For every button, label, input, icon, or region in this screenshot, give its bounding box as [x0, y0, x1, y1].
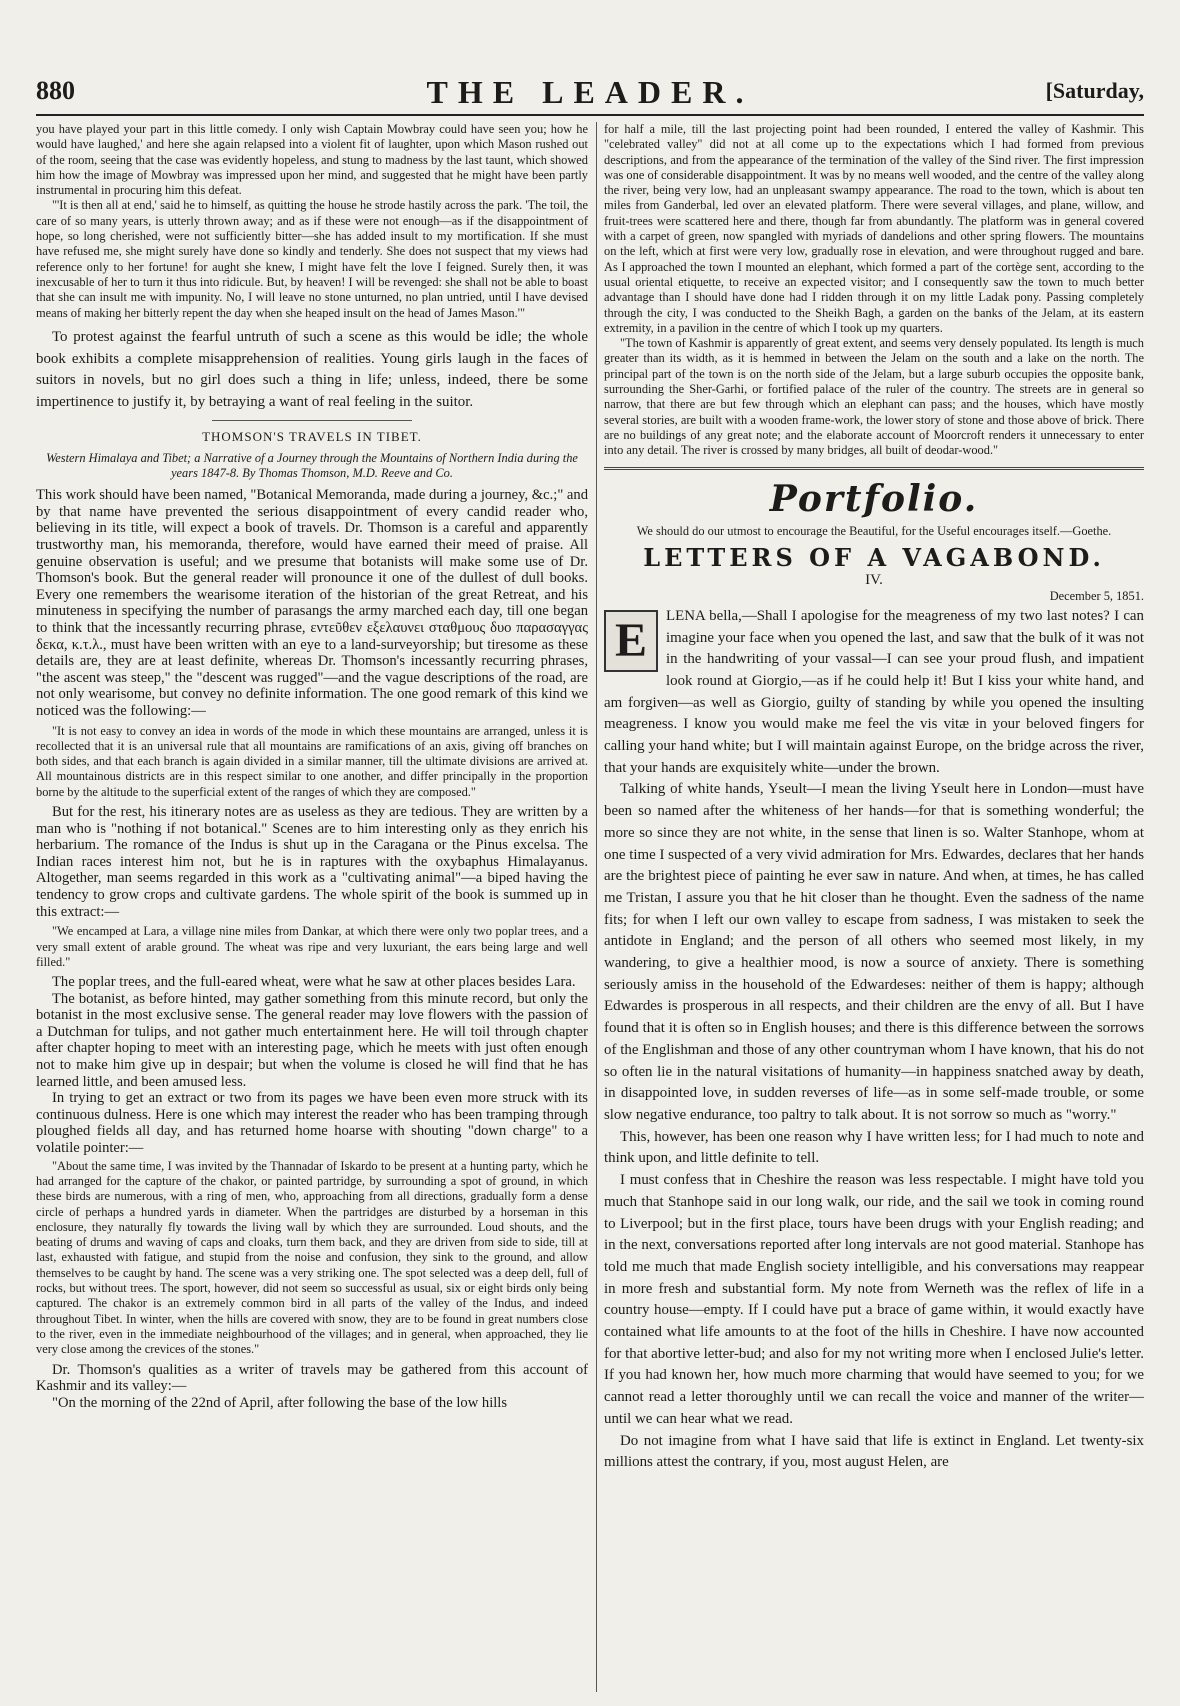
column-divider	[596, 122, 597, 1692]
letter-number: IV.	[865, 571, 883, 588]
hunting-quote: "About the same time, I was invited by the Thannadar of Iskardo to be present at a hunting party, which he had arranged for the capture of the chakor, or painted partridge, by surrounding a spot of ground, in which these birds are numerous, with a ring of men, who, approaching from all directions, gradually form a dense circle of perhaps a hundred yards in diameter. When the partridges are disturbed by a horseman in this enclosure, they naturally fly towards the living wall by which they are surrounded. Loud shouts, and the beating of drums and waving of caps and cloaks, turn them back, and they are driven from side to side, till at last, exhausted with fatigue, and stupid from the noise and confusion, they sink to the ground, and allow themselves to be caught by hand. The scene was a very striking one. The spot selected was a deep dell, full of rocks, but without trees. The sport, however, did not seem so successful as usual, six or eight birds only being captured. The chakor is an extremely common bird in all parts of the valley of the Indus, and indeed throughout Tibet. In winter, when the hills are covered with snow, they are to be found in great numbers close to the river, even in the immediate neighbourhood of the villages; and in general, when approached, they lie very close among the crevices of the stones."	[36, 1158, 588, 1357]
qualities-paragraph: Dr. Thomson's qualities as a writer of travels may be gathered from this account of Kashmir and its valley:—	[36, 1361, 588, 1395]
page-number: 880	[36, 76, 75, 105]
dropcap-initial: E	[604, 610, 658, 672]
mountains-quote: "It is not easy to convey an idea in words of the mode in which these mountains are arranged, unless it is recollected that it is an universal rule that all mountains are ramifications of an axis, giving off branches on both sides, and that each branch is again divided in a similar manner, till the ultimate divisions are arrived at. All mountainous districts are in this respect similar to one another, and differ principally in the proportion borne by the altitude to the superficial extent of the ranges of which they are composed."	[36, 723, 588, 799]
section-rule	[212, 420, 412, 421]
lara-quote: "We encamped at Lara, a village nine miles from Dankar, at which there were only two poplar trees, and a very small extent of arable ground. The wheat was ripe and very luxuriant, the ears being large and well filled."	[36, 924, 588, 969]
review-heading: THOMSON'S TRAVELS IN TIBET.	[202, 428, 422, 444]
trying-paragraph: In trying to get an extract or two from its pages we have been even more struck with its continuous dulness. Here is one which may interest the reader who has been tramping through ploughed fields all day, and has returned home hoarse with shouting "down charge" to a volatile pointer:—	[36, 1090, 588, 1157]
left-column	[36, 122, 588, 1692]
letter-date: December 5, 1851.	[1049, 588, 1144, 603]
kashmir-paragraph: for half a mile, till the last projecting point had been rounded, I entered the valley of Kashmir. This "celebrated valley" did not at all come up to the expectations which I had formed from previous descriptions, and from the appearance of the termination of the valley of the Sind river. The first impression was one of considerable disappointment. It was by no means well wooded, and the centre of the valley along the river, being very low, had an unpleasant swampy appearance. The road to the town, which is about ten miles from Ganderbal, led over an elevated platform. There were several villages, and plane, willow, and fruit-trees were scattered here and there, though far from abundantly. The platform was in general covered with a carpet of green, now spangled with myriads of dandelions and other spring flowers. The mountains on the left, which at first were very low, gradually rose in elevation, and were throughout rugged and bare. As I approached the town I mounted an elephant, which formed a part of the cortège sent, according to the usual oriental etiquette, to receive an expected visitor; and I consequently saw the town to much better advantage than I should have done had I ridden through it on my little Ladak pony. Passing completely through the city, I was conducted to the Sheikh Bagh, a garden on the banks of the Jelam, at its eastern extremity, in a pavilion in the centre of which I took up my quarters.	[604, 122, 1144, 335]
masthead	[36, 76, 1144, 116]
letter-opening: LENA bella,—Shall I apologise for the meagreness of my two last notes? I can imagine your face when you opened the last, and saw that the bulk of it was not in the handwriting of your vassal—I can see your proud flush, and impatient look round at Giorgio,—as if he could help it! But I kiss your white hand, and am forgiven—as well as Giorgio, guilty of standing by while you opened the insulting meagreness. I know you would make me feel the vis vitæ in your beloved fingers for calling your hand white; but I will maintain against Europe, on the bridge across the river, that your hands are exquisitely white—under the brown.	[604, 607, 1144, 776]
right-column	[604, 122, 1144, 1692]
morning-paragraph: "On the morning of the 22nd of April, after following the base of the low hills	[52, 1394, 508, 1411]
protest-paragraph: To protest against the fearful untruth of such a scene as this would be idle; the whole book exhibits a complete misapprehension of realities. Young girls laugh in the faces of suitors in novels, but no girl does such a thing in life; unless, indeed, there be some impertinence to justify it, by betraying a want of real feeling in the suitor.	[36, 328, 588, 410]
talking-paragraph: Talking of white hands, Yseult—I mean the living Yseult here in London—must have been so named after the whiteness of her hands—for that is something wonderful; the more so since they are not white, in the sense that linen is so. Walter Stanhope, whom at one time I suspected of a very vivid admiration for Mrs. Edwardes, declares that her hands are the brightest piece of painting he ever saw in nature. And when, at times, he has called me Tristan, I assure you that he hit closer than he thought. Even the sadness of the name fits; for when I left our own valley to escape from sadness, I was mistaken to seek the antidote in England; and the person of all others who seemed most likely, in my wandering, to give a healthier mood, is now a source of anxiety. There is something seriously amiss in the household of the Edwardeses: neither of them is happy; although Edwardes is prosperous in all respects, and their children are the envy of all. But I have found that it is often so in English houses; and there is this difference between the sorrows of the Englishman and those of any other countryman whom I have known, that his do not so often lie in the natural visitations of humanity—in happiness snatched away by death, in disappointed love, in sudden reverses of life—as in some self-made trouble, or some slow negative endurance, too paltry to talk about. It is not sorrow so much as "worry."	[604, 781, 1144, 1123]
review-paragraph: This work should have been named, "Botanical Memoranda, made during a journey, &c.;" and by that name have prevented the serious disappointment of every candid reader who, believing in its title, will expect a book of travels. Dr. Thomson is a careful and apparently trustworthy man, his memoranda, therefore, would have earned their meed of praise. All genuine observation is useful; and we presume that botanists will make some use of Dr. Thomson's book. But the general reader will pronounce it one of the dullest of dull books. Every one remembers the wearisome iteration of the historian of the great Retreat, and his minuteness in specifying the number of parasangs the army marched each day, till one began to think that the incessantly recurring phrase, εντεῦθεν εξελαυνει σταθμους δυο παρασαγγας δεκα, κ.τ.λ., must have been written with an eye to a land-surveyorship; but tiresome as these details are, they are at least definite, whereas Dr. Thomson's incessantly recurring phrases, "the ascent was steep," the "descent was rugged"—and the vague descriptions of the road, are not only wearisome, but convey no definite information. The one good remark of this kind we noticed was the following:—	[36, 487, 588, 719]
goethe-motto: We should do our utmost to encourage the Beautiful, for the Useful encourages itself.—Goethe.	[636, 523, 1112, 538]
imagine-paragraph: Do not imagine from what I have said that life is extinct in England. Let twenty-six millions attest the contrary, if you, most august Helen, are	[604, 1432, 1144, 1471]
masthead-rule	[36, 114, 1144, 116]
poplar-paragraph: The poplar trees, and the full-eared wheat, were what he saw at other places besides Lara.	[52, 974, 576, 991]
intro-paragraph: you have played your part in this little comedy. I only wish Captain Mowbray could have seen you; how he would have laughed,' and here she again relapsed into a violent fit of laughter, upon which Mason rushed out of the room, seeing that the case was evidently hopeless, and stung to madness by the last taunt, which showed him how the image of Mowbray was impressed upon her mind, and suggested that he might have been partly instrumental in procuring him this defeat.	[36, 122, 588, 198]
issue-day: [Saturday,	[1045, 78, 1144, 103]
newspaper-title: THE LEADER.	[426, 74, 754, 110]
botanist-paragraph: The botanist, as before hinted, may gather something from this minute record, but only the botanist in the most exclusive sense. The general reader may love flowers with the passion of a Dutchman for tulips, and not gather much entertainment here. He will toil through chapter after chapter hoping to meet with an interesting page, which he meets with just often enough not to make him give up in despair; but when the volume is closed he will find that he has learned little, and been amused less.	[36, 990, 588, 1090]
confess-paragraph: I must confess that in Cheshire the reason was less respectable. I might have told you much that Stanhope said in our long walk, our ride, and the sail we took in coming round to Liverpool; but in the first place, tours have been drugs with your English reading; and in the next, conversations reported after long intervals are not good material. Stanhope has told me much that made English society intelligible, and his conversations may reappear in more fresh and substantial form. My note from Werneth was the reflex of life in a country house—empty. If I could have put a brace of game within, it would exactly have contained what life amounts to at the foot of the hills in Cheshire. I have now accounted for that abortive letter-bud; and also for my not writing more when I enclosed Julie's letter. If you had known her, how much more charming that would have seemed to you; for we cannot read a letter thoroughly until we can recall the voice and manner of the writer—until we can hear what we read.	[604, 1172, 1144, 1427]
mason-quote: "'It is then all at end,' said he to himself, as quitting the house he strode hastily across the park. 'The toil, the care of so many years, is utterly thrown away; and as if these were not enough—as if the disappointment of hope, so long cherished, were not sufficiently bitter—she has added insult to my mortification. If she must have refused me, she might surely have done so kindly and tenderly. She does not suspect that my views had reference only to her fortune! for aught she knew, I might have felt the love I feigned. Surely then, it was inexcusable of her to turn it thus into ridicule. But, by heaven! I will be revenged: she shall not be able to boast that she can insult me with impunity. No, I will leave no stone unturned, no plan untried, until I have devised means of making her bitterly repent the day when she heaped insult on the head of James Mason.'"	[36, 198, 588, 320]
town-quote: "The town of Kashmir is apparently of great extent, and seems very densely populated. Its length is much greater than its width, as it is hemmed in between the Jelam on the south and a lake on the north. The principal part of the town is on the north side of the Jelam, but a large suburb occupies the opposite bank, surrounding the Sher-Garhi, or fortified palace of the ruler of the country. The streets are in general so narrow, that there are but few through which an elephant can pass; and the houses, which have mostly several stories, are built with a wooden frame-work, the lower story of stone and those above of brick. There are no buildings of any great note; and the elaborate account of Moorcroft renders it unnecessary to enter into any detail. The river is crossed by many bridges, all built of deodar-wood."	[604, 336, 1144, 458]
itinerary-paragraph: But for the rest, his itinerary notes are as useless as they are tedious. They are written by a man who is "nothing if not botanical." Scenes are to him interesting only as they enrich his herbarium. The romance of the Indus is shut up in the Caragana or the Pinus excelsa. The Indian races interest him not, but he is in raptures with the oxybaphus Himalayanus. Altogether, man seems regarded in this work as a "cultivating animal"—a biped having the tendency to grow crops and cultivate gardens. The whole spirit of the book is summed up in this extract:—	[36, 804, 588, 920]
review-subheading: Western Himalaya and Tibet; a Narrative of a Journey through the Mountains of Northern India during the years 1847-8. By Thomas Thomson, M.D. Reeve and Co.	[46, 450, 578, 480]
section-double-rule	[604, 467, 1144, 470]
letters-heading: LETTERS OF A VAGABOND.	[643, 542, 1105, 572]
portfolio-heading: Portfolio.	[769, 477, 979, 520]
reason-paragraph: This, however, has been one reason why I have written less; for I had much to note and think upon, and little definite to tell.	[604, 1128, 1144, 1167]
